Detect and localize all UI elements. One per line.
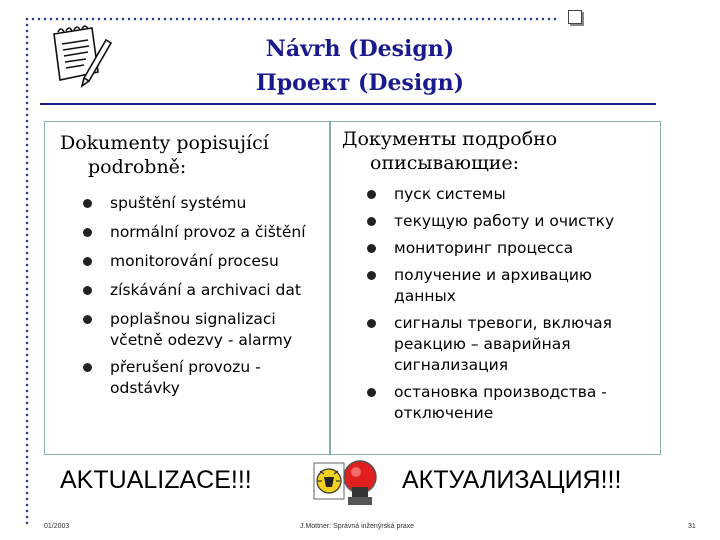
bullet-icon bbox=[367, 244, 376, 253]
page-title bbox=[180, 32, 540, 100]
notepad-pencil-icon bbox=[44, 20, 116, 92]
list-item: пуск системы bbox=[364, 184, 660, 205]
title-line-2: Проект (Design) bbox=[255, 70, 465, 96]
bullet-icon bbox=[83, 199, 92, 208]
actualization-cz: AKTUALIZACE!!! bbox=[60, 466, 252, 494]
corner-square-decoration bbox=[568, 10, 582, 24]
bullet-icon bbox=[367, 190, 376, 199]
right-heading-line-2: описывающие: bbox=[370, 152, 520, 174]
list-item: přerušení provozu - odstávky bbox=[80, 357, 330, 399]
list-item: мониторинг процесса bbox=[364, 238, 660, 259]
list-item: текущую работу и очистку bbox=[364, 211, 660, 232]
alarm-bell-icon bbox=[312, 457, 382, 509]
bullet-icon bbox=[367, 388, 376, 397]
actualization-ru: АКТУАЛИЗАЦИЯ!!! bbox=[402, 466, 622, 494]
left-dotted-border bbox=[24, 16, 30, 524]
bullet-icon bbox=[367, 319, 376, 328]
list-item: monitorování procesu bbox=[80, 251, 330, 272]
bullet-icon bbox=[83, 315, 92, 324]
list-item: сигналы тревоги, включая реакцию – аварийная сигнализация bbox=[364, 313, 660, 376]
footer-page-number: 31 bbox=[688, 523, 696, 530]
bullet-icon bbox=[367, 217, 376, 226]
right-bullet-list bbox=[364, 184, 660, 430]
bullet-icon bbox=[83, 363, 92, 372]
list-item: получение и архивацию данных bbox=[364, 265, 660, 307]
bullet-icon bbox=[367, 271, 376, 280]
left-heading-line-1: Dokumenty popisující bbox=[60, 132, 269, 154]
left-heading-line-2: podrobně: bbox=[88, 156, 187, 178]
bullet-icon bbox=[83, 257, 92, 266]
list-item: normální provoz a čištění bbox=[80, 222, 330, 243]
bullet-icon bbox=[83, 286, 92, 295]
list-item: získávání a archivaci dat bbox=[80, 280, 330, 301]
right-heading-line-1: Документы подробно bbox=[342, 128, 558, 150]
bullet-icon bbox=[83, 228, 92, 237]
footer-date: 01/2003 bbox=[44, 523, 70, 530]
list-item: остановка производства - отключение bbox=[364, 382, 660, 424]
footer-author: J.Mottner: Správná inženýrská praxe bbox=[300, 523, 414, 530]
left-bullet-list bbox=[80, 193, 330, 407]
title-divider bbox=[40, 103, 656, 105]
list-item: poplašnou signalizaci včetně odezvy - alarmy bbox=[80, 309, 330, 351]
right-heading bbox=[342, 127, 652, 175]
left-heading bbox=[60, 131, 320, 179]
title-line-1: Návrh (Design) bbox=[265, 36, 455, 62]
list-item: spuštění systému bbox=[80, 193, 330, 214]
